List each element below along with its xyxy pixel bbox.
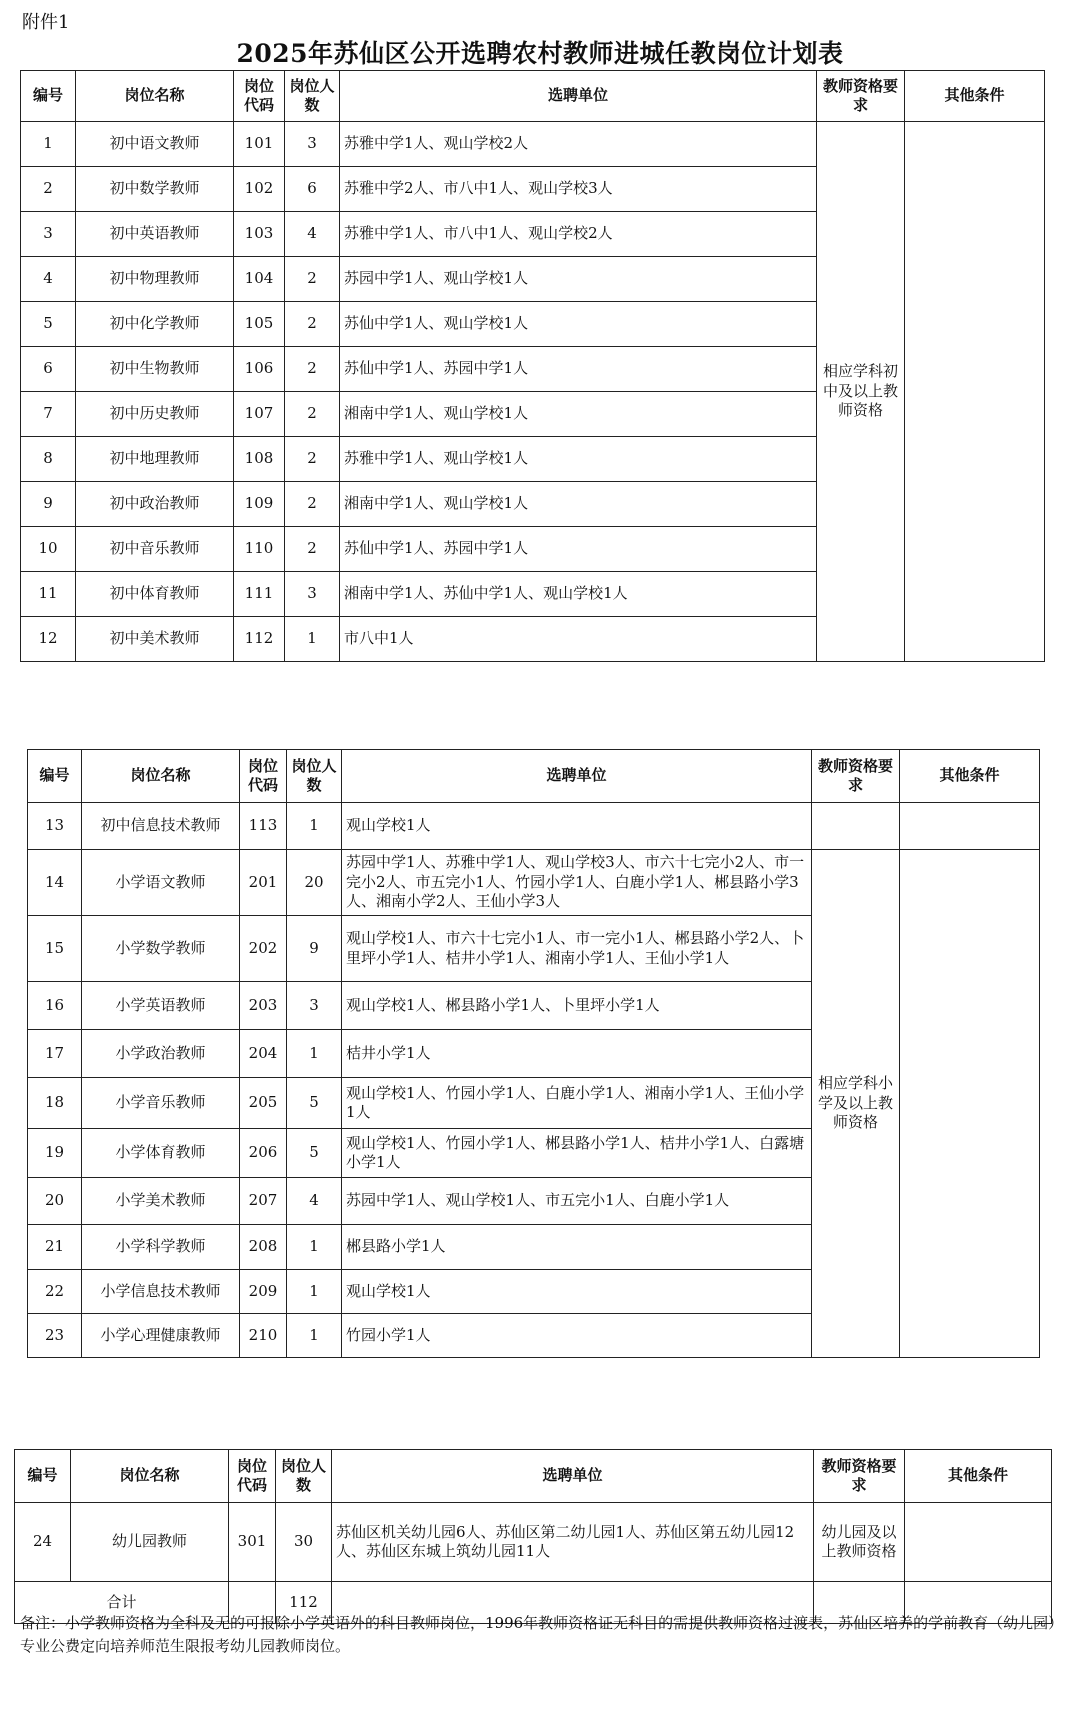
cell-count: 4: [287, 1178, 342, 1225]
cell-units: 湘南中学1人、苏仙中学1人、观山学校1人: [340, 572, 817, 617]
header-units: 选聘单位: [342, 750, 812, 803]
cell-code: 110: [234, 527, 285, 572]
cell-units: 桔井小学1人: [342, 1030, 812, 1078]
cell-count: 2: [285, 482, 340, 527]
cell-name: 小学政治教师: [82, 1030, 240, 1078]
cell-count: 30: [276, 1503, 332, 1582]
header-count: 岗位人数: [287, 750, 342, 803]
qualification-cell: 相应学科初中及以上教师资格: [817, 122, 905, 662]
cell-name: 初中历史教师: [76, 392, 234, 437]
cell-count: 1: [287, 1314, 342, 1358]
cell-no: 3: [21, 212, 76, 257]
cell-code: 109: [234, 482, 285, 527]
header-name: 岗位名称: [71, 1450, 229, 1503]
cell-qual: [812, 803, 900, 850]
cell-no: 4: [21, 257, 76, 302]
cell-count: 3: [285, 572, 340, 617]
other-conditions-cell: [905, 122, 1045, 662]
cell-units: 苏园中学1人、观山学校1人: [340, 257, 817, 302]
footnote: 备注：小学教师资格为全科及无的可报除小学英语外的科目教师岗位，1996年教师资格证无科目的需提供教师资格过渡表，苏仙区培养的学前教育（幼儿园）专业公费定向培养师范生限报考幼儿园教师岗位。: [20, 1614, 1064, 1656]
cell-code: 101: [234, 122, 285, 167]
table-header-row: [28, 750, 1040, 803]
header-other: 其他条件: [905, 71, 1045, 122]
cell-units: 观山学校1人、竹园小学1人、郴县路小学1人、桔井小学1人、白露塘小学1人: [342, 1129, 812, 1178]
header-no: 编号: [21, 71, 76, 122]
table-row: [21, 122, 1045, 167]
cell-code: 206: [240, 1129, 287, 1178]
cell-no: 22: [28, 1270, 82, 1314]
header-code: 岗位代码: [234, 71, 285, 122]
table-row: [15, 1503, 1052, 1582]
cell-count: 1: [287, 1225, 342, 1270]
cell-name: 小学音乐教师: [82, 1078, 240, 1129]
cell-no: 1: [21, 122, 76, 167]
cell-qual: 幼儿园及以上教师资格: [814, 1503, 905, 1582]
cell-units: 观山学校1人、竹园小学1人、白鹿小学1人、湘南小学1人、王仙小学1人: [342, 1078, 812, 1129]
cell-name: 小学数学教师: [82, 916, 240, 982]
cell-units: 苏园中学1人、苏雅中学1人、观山学校3人、市六十七完小2人、市一完小2人、市五完小1人、竹园小学1人、白鹿小学1人、郴县路小学3人、湘南小学2人、王仙小学3人: [342, 850, 812, 916]
header-count: 岗位人数: [285, 71, 340, 122]
cell-no: 21: [28, 1225, 82, 1270]
cell-name: 小学美术教师: [82, 1178, 240, 1225]
cell-name: 初中美术教师: [76, 617, 234, 662]
cell-code: 210: [240, 1314, 287, 1358]
header-qual: 教师资格要求: [817, 71, 905, 122]
other-conditions-cell: [900, 850, 1040, 1358]
cell-no: 14: [28, 850, 82, 916]
cell-no: 7: [21, 392, 76, 437]
cell-name: 初中政治教师: [76, 482, 234, 527]
cell-count: 2: [285, 257, 340, 302]
cell-code: 105: [234, 302, 285, 347]
cell-units: 苏仙区机关幼儿园6人、苏仙区第二幼儿园1人、苏仙区第五幼儿园12人、苏仙区东城上筑幼儿园11人: [332, 1503, 814, 1582]
table-header-row: [21, 71, 1045, 122]
cell-no: 24: [15, 1503, 71, 1582]
cell-code: 205: [240, 1078, 287, 1129]
table-row: [28, 850, 1040, 916]
cell-units: 观山学校1人、郴县路小学1人、卜里坪小学1人: [342, 982, 812, 1030]
cell-count: 2: [285, 437, 340, 482]
header-no: 编号: [15, 1450, 71, 1503]
cell-count: 3: [287, 982, 342, 1030]
cell-code: 209: [240, 1270, 287, 1314]
cell-name: 小学语文教师: [82, 850, 240, 916]
header-units: 选聘单位: [340, 71, 817, 122]
cell-no: 11: [21, 572, 76, 617]
attachment-label: 附件1: [22, 12, 70, 33]
header-name: 岗位名称: [82, 750, 240, 803]
header-qual: 教师资格要求: [812, 750, 900, 803]
cell-no: 13: [28, 803, 82, 850]
cell-code: 201: [240, 850, 287, 916]
cell-no: 17: [28, 1030, 82, 1078]
cell-count: 4: [285, 212, 340, 257]
cell-code: 202: [240, 916, 287, 982]
cell-count: 2: [285, 527, 340, 572]
cell-count: 6: [285, 167, 340, 212]
cell-code: 113: [240, 803, 287, 850]
header-code: 岗位代码: [229, 1450, 276, 1503]
cell-count: 1: [285, 617, 340, 662]
cell-no: 12: [21, 617, 76, 662]
cell-no: 8: [21, 437, 76, 482]
cell-units: 观山学校1人: [342, 1270, 812, 1314]
cell-name: 初中语文教师: [76, 122, 234, 167]
cell-name: 初中地理教师: [76, 437, 234, 482]
cell-no: 19: [28, 1129, 82, 1178]
cell-name: 小学信息技术教师: [82, 1270, 240, 1314]
header-no: 编号: [28, 750, 82, 803]
cell-name: 初中英语教师: [76, 212, 234, 257]
cell-name: 初中生物教师: [76, 347, 234, 392]
cell-no: 6: [21, 347, 76, 392]
cell-units: 观山学校1人、市六十七完小1人、市一完小1人、郴县路小学2人、卜里坪小学1人、桔井小学1人、湘南小学1人、王仙小学1人: [342, 916, 812, 982]
header-code: 岗位代码: [240, 750, 287, 803]
cell-units: 苏仙中学1人、苏园中学1人: [340, 347, 817, 392]
cell-code: 102: [234, 167, 285, 212]
cell-no: 16: [28, 982, 82, 1030]
cell-units: 郴县路小学1人: [342, 1225, 812, 1270]
cell-name: 初中体育教师: [76, 572, 234, 617]
cell-code: 204: [240, 1030, 287, 1078]
table-header-row: [15, 1450, 1052, 1503]
cell-units: 苏雅中学1人、观山学校2人: [340, 122, 817, 167]
cell-no: 10: [21, 527, 76, 572]
total-value: 112: [276, 1582, 332, 1624]
cell-name: 初中信息技术教师: [82, 803, 240, 850]
cell-count: 20: [287, 850, 342, 916]
cell-name: 初中化学教师: [76, 302, 234, 347]
cell-units: 苏雅中学1人、市八中1人、观山学校2人: [340, 212, 817, 257]
cell-name: 幼儿园教师: [71, 1503, 229, 1582]
table-row: [28, 803, 1040, 850]
cell-code: 301: [229, 1503, 276, 1582]
cell-count: 2: [285, 392, 340, 437]
cell-units: 苏园中学1人、观山学校1人、市五完小1人、白鹿小学1人: [342, 1178, 812, 1225]
cell-no: 2: [21, 167, 76, 212]
cell-no: 5: [21, 302, 76, 347]
cell-name: 小学英语教师: [82, 982, 240, 1030]
cell-units: 苏仙中学1人、观山学校1人: [340, 302, 817, 347]
cell-count: 2: [285, 347, 340, 392]
cell-no: 23: [28, 1314, 82, 1358]
cell-count: 5: [287, 1078, 342, 1129]
cell-no: 20: [28, 1178, 82, 1225]
cell-name: 小学心理健康教师: [82, 1314, 240, 1358]
cell-no: 15: [28, 916, 82, 982]
cell-units: 苏仙中学1人、苏园中学1人: [340, 527, 817, 572]
cell-units: 观山学校1人: [342, 803, 812, 850]
table-primary-school: [27, 749, 1040, 1358]
cell-name: 小学科学教师: [82, 1225, 240, 1270]
cell-count: 3: [285, 122, 340, 167]
cell-units: 竹园小学1人: [342, 1314, 812, 1358]
header-qual: 教师资格要求: [814, 1450, 905, 1503]
header-other: 其他条件: [900, 750, 1040, 803]
cell-code: 104: [234, 257, 285, 302]
cell-other: [900, 803, 1040, 850]
cell-code: 106: [234, 347, 285, 392]
cell-no: 18: [28, 1078, 82, 1129]
header-units: 选聘单位: [332, 1450, 814, 1503]
header-other: 其他条件: [905, 1450, 1052, 1503]
cell-code: 112: [234, 617, 285, 662]
cell-count: 2: [285, 302, 340, 347]
cell-name: 初中数学教师: [76, 167, 234, 212]
cell-count: 1: [287, 1270, 342, 1314]
cell-other: [905, 1503, 1052, 1582]
qualification-cell: 相应学科小学及以上教师资格: [812, 850, 900, 1358]
cell-code: 111: [234, 572, 285, 617]
cell-units: 苏雅中学1人、观山学校1人: [340, 437, 817, 482]
cell-count: 9: [287, 916, 342, 982]
total-label: 合计: [15, 1582, 229, 1624]
cell-units: 湘南中学1人、观山学校1人: [340, 482, 817, 527]
table-middle-school: [20, 70, 1045, 662]
cell-code: 108: [234, 437, 285, 482]
table-kindergarten: [14, 1449, 1052, 1624]
cell-units: 湘南中学1人、观山学校1人: [340, 392, 817, 437]
cell-code: 203: [240, 982, 287, 1030]
cell-no: 9: [21, 482, 76, 527]
cell-name: 小学体育教师: [82, 1129, 240, 1178]
cell-units: 苏雅中学2人、市八中1人、观山学校3人: [340, 167, 817, 212]
cell-name: 初中物理教师: [76, 257, 234, 302]
cell-code: 207: [240, 1178, 287, 1225]
cell-count: 1: [287, 1030, 342, 1078]
page-title: 2025年苏仙区公开选聘农村教师进城任教岗位计划表: [236, 39, 844, 68]
cell-code: 107: [234, 392, 285, 437]
cell-code: 208: [240, 1225, 287, 1270]
header-name: 岗位名称: [76, 71, 234, 122]
cell-count: 5: [287, 1129, 342, 1178]
header-count: 岗位人数: [276, 1450, 332, 1503]
cell-code: 103: [234, 212, 285, 257]
cell-units: 市八中1人: [340, 617, 817, 662]
cell-count: 1: [287, 803, 342, 850]
cell-name: 初中音乐教师: [76, 527, 234, 572]
